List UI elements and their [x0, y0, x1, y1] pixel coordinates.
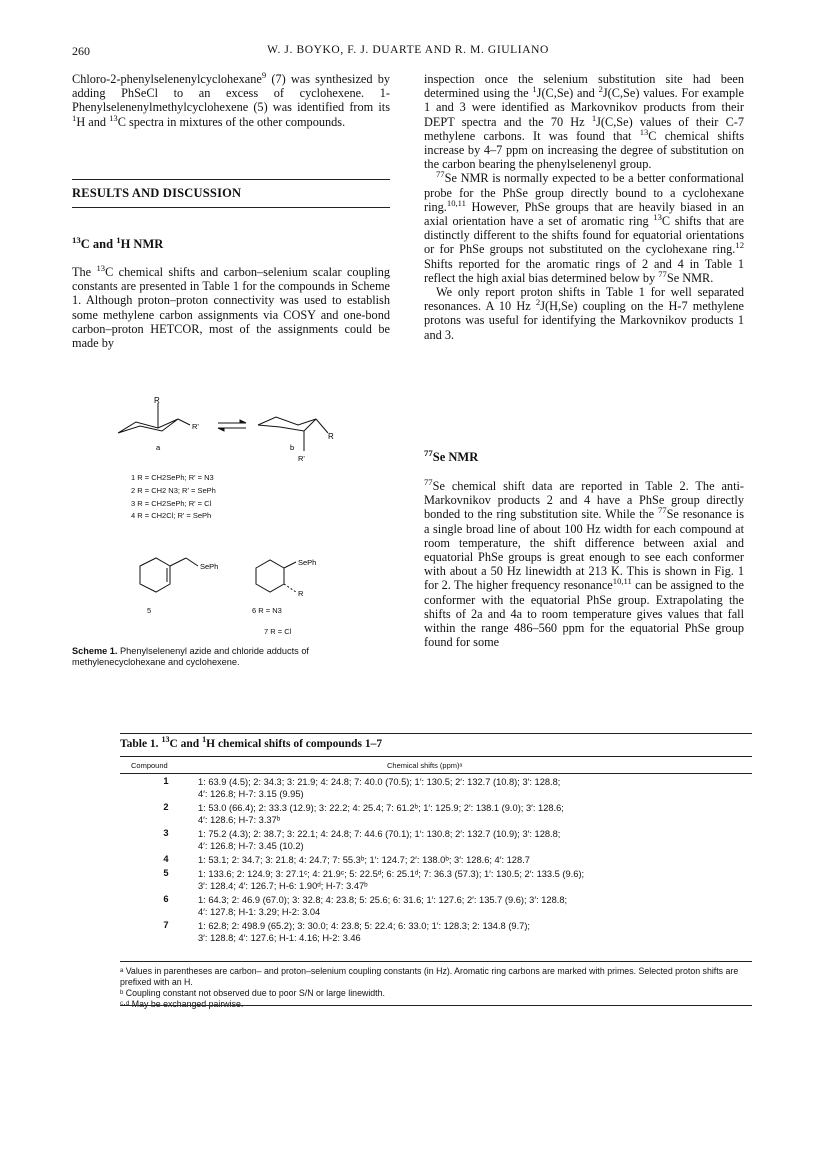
superscript: 13	[653, 211, 662, 222]
compound-number: 7	[163, 920, 169, 930]
sephe-label-6: SePh	[298, 558, 317, 567]
superscript: 13	[109, 112, 118, 123]
compound-number: 1	[163, 776, 169, 786]
footnote-a: ᵃ Values in parentheses are carbon– and proton–selenium coupling constants (in Hz). Aromatic ring carbons are marked with primes. Selected proton shifts are prefixed with an H.	[120, 966, 739, 987]
shift-line: 1: 63.9 (4.5); 2: 34.3; 3: 21.9; 4: 24.8; 7: 40.0 (70.5); 1′: 130.5; 2′: 132.7 (10.8); 3′: 128.8;	[198, 777, 561, 787]
subsection-title-13c-1h: $^{13}$C and $^1$H NMR	[72, 234, 164, 251]
scheme-compound-4: 4 R = CH2Cl; R' = SePh	[131, 511, 212, 521]
superscript: 13	[72, 234, 81, 245]
shift-line: 4′: 126.8; H-7: 3.45 (10.2)	[198, 841, 304, 852]
table-col-shifts: Chemical shifts (ppm)ᵃ	[387, 761, 463, 770]
superscript: 13	[161, 735, 170, 745]
scheme-label-a: a	[156, 443, 161, 452]
table-bottom-rule	[120, 961, 752, 962]
chemical-shifts-cell	[198, 802, 778, 827]
table-head-rule-2	[120, 773, 752, 774]
shift-line: 4′: 128.6; H-7: 3.37ᵇ	[198, 815, 281, 826]
superscript: 1	[591, 112, 597, 123]
chemical-shifts-cell	[198, 894, 778, 919]
table-title: Table 1. $^{13}$C and $^1$H chemical shifts of compounds 1–7	[120, 735, 383, 750]
footnote-b: ᵇ Coupling constant not observed due to poor S/N or large linewidth.	[120, 988, 385, 998]
scheme-label-rprime-b: R'	[298, 454, 305, 463]
superscript: 77	[657, 505, 667, 516]
table-footnotes	[120, 966, 752, 1010]
superscript: 77	[436, 169, 445, 180]
scheme-equilibrium-structures	[100, 395, 360, 470]
equilibrium-arrows	[218, 420, 246, 431]
chemical-shifts-cell	[198, 854, 778, 866]
table-head-rule-1	[120, 756, 752, 757]
scheme-compound-1: 1 R = CH2SePh; R' = N3	[131, 473, 214, 482]
superscript: 77	[424, 476, 433, 487]
scheme-caption-text: Phenylselenenyl azide and chloride adducts of methylenecyclohexane and cyclohexene.	[72, 646, 309, 667]
scheme-compound-3: 3 R = CH2SePh; R' = Cl	[131, 498, 212, 508]
compound-number: 3	[163, 828, 169, 838]
table-top-rule	[120, 733, 752, 734]
cyclohexane-chair-a	[118, 403, 190, 433]
sephe-label-5: SePh	[200, 562, 219, 571]
left-paragraph-2: The $^{13}$C chemical shifts and carbon–selenium scalar coupling constants are presented in Table 1 for the compounds in Scheme 1. Although proton–proton connectivity was used to establish some methylene carbon assignments via COSY and one-bond carbon–proton HETCOR, most of the assignments could be made by	[72, 262, 390, 351]
scheme-compounds-5-7	[120, 548, 360, 620]
scheme-compound-2: 2 R = CH2 N3; R' = SePh	[131, 485, 216, 495]
shift-line: 1: 133.6; 2: 124.9; 3: 27.1ᶜ; 4: 21.9ᶜ; 5: 22.5ᵈ; 6: 25.1ᵈ; 7: 36.3 (57.3); 1′: 130.5; 2′: 133.5 (9.6);	[198, 869, 585, 879]
compound-number: 2	[163, 802, 169, 812]
table-col-compound: Compound	[131, 761, 168, 770]
superscript: 1	[72, 112, 77, 123]
table-end-rule	[120, 1005, 752, 1006]
scheme-caption	[72, 646, 392, 668]
chemical-shifts-cell	[198, 920, 778, 945]
compound-number: 4	[163, 854, 169, 864]
shift-line: 1: 53.1; 2: 34.7; 3: 21.8; 4: 24.7; 7: 55.3ᵇ; 1′: 124.7; 2′: 138.0ᵇ; 3′: 128.6; 4′: 128.7	[198, 855, 530, 865]
shift-line: 4′: 127.8; H-1: 3.29; H-2: 3.04	[198, 907, 321, 918]
superscript: 12	[735, 240, 744, 251]
left-paragraph-1: Chloro-2-phenylselenenylcyclohexane$^9$ (7) was synthesized by adding PhSeCl to an excess of cyclohexene. 1-Phenylselenenylmethylcyclohexene (5) was identified from its $^1$H and $^{13}$C spectra in mixtures of the other compounds.	[72, 69, 390, 129]
superscript: 1	[116, 234, 121, 245]
structure-compound-5	[140, 558, 198, 592]
compound-number: 5	[163, 868, 169, 878]
scheme-label-7: 7 R = Cl	[264, 627, 292, 636]
superscript: 13	[639, 126, 649, 137]
scheme-label-r-6: R	[298, 589, 304, 598]
superscript: 2	[598, 84, 603, 95]
chemical-shifts-cell	[198, 868, 778, 893]
footnote-cd: ᶜ·ᵈ May be exchanged pairwise.	[120, 999, 244, 1009]
section-rule-bottom	[72, 207, 390, 208]
right-paragraph-77se: $^{77}$Se chemical shift data are reported in Table 2. The anti-Markovnikov products 2 and 4 have a PhSe group directly bonded to the ring substitution site. While the $^{77}$Se resonance is a single broad line of about 100 Hz width for each compound at room temperature, the shift difference between axial and equatorial PhSe groups is great enough to see each conformer with about a 50 Hz linewidth at 213 K. This is shown in Fig. 1 for 2. The higher frequency resonance$^{10,11}$ can be assigned to the conformer with the equatorial PhSe group. Extrapolating the shifts of 2a and 4a to room temperature gives values that fall within the range 486–560 ppm for the equatorial PhSe group found for some	[424, 476, 745, 650]
shift-line: 3′: 128.4; 4′: 126.7; H-6: 1.90ᵈ; H-7: 3.47ᵇ	[198, 881, 368, 892]
running-head: W. J. BOYKO, F. J. DUARTE AND R. M. GIULIANO	[267, 44, 549, 56]
scheme-label-rprime-a: R'	[192, 422, 199, 431]
compound-number: 6	[163, 894, 169, 904]
shift-line: 1: 62.8; 2: 498.9 (65.2); 3: 30.0; 4: 23.8; 5: 22.4; 6: 33.0; 1′: 128.3; 2: 134.8 (9.7);	[198, 921, 531, 931]
superscript: 77	[658, 268, 667, 279]
table-body	[120, 776, 760, 962]
scheme-label-5: 5	[147, 606, 152, 615]
section-title: RESULTS AND DISCUSSION	[72, 186, 242, 200]
superscript: 10,11	[612, 576, 632, 587]
right-column-text: inspection once the selenium substitution site had been determined using the $^1$J(C,Se) and $^2$J(C,Se) values. For example 1 and 3 were identified as Markovnikov products from their DEPT spectra and the 70 Hz $^1$J(C,Se) values of their C-7 methylene carbons. It was found that $^{13}$C chemical shifts increase by 4–7 ppm on increasing the degree of substitution on the carbon bearing the phenylselenenyl group. $^{77}$Se NMR is normally expected to be a better conformational probe for the PhSe group directly bound to a cyclohexane ring.$^{10,11}$ However, PhSe groups that are heavily biased in an axial orientation have a set of aromatic ring $^{13}$C shifts that are distinctly different to the shifts found for equatorial orientations or for PhSe groups not substituted on the cyclohexane ring.$^{12}$ Shifts reported for the aromatic rings of 2 and 4 in Table 1 reflect the high axial bias determined below by $^{77}$Se NMR. We only report proton shifts in Table 1 for well separated resonances. A 10 Hz $^2$J(H,Se) coupling on the H-7 methylene protons was useful for identifying the Markovnikov products 1 and 3.	[424, 72, 745, 342]
shift-line: 1: 75.2 (4.3); 2: 38.7; 3: 22.1; 4: 24.8; 7: 44.6 (70.1); 1′: 130.8; 2′: 132.7 (10.9); 3′: 128.8;	[198, 829, 561, 839]
scheme-compound-list	[131, 472, 216, 523]
chemical-shifts-cell	[198, 776, 778, 801]
shift-line: 3′: 128.8; 4′: 127.6; H-1: 4.16; H-2: 3.46	[198, 933, 361, 944]
scheme-label-b: b	[290, 443, 295, 452]
superscript: 10,11	[446, 197, 466, 208]
superscript: 77	[424, 447, 433, 458]
superscript: 1	[202, 735, 207, 745]
shift-line: 1: 64.3; 2: 46.9 (67.0); 3: 32.8; 4: 23.8; 5: 25.6; 6: 31.6; 1′: 127.6; 2′: 135.7 (9.6); 3′: 128.8;	[198, 895, 568, 905]
structure-compound-6-7	[256, 560, 296, 592]
superscript: 2	[535, 297, 541, 308]
page-number: 260	[72, 44, 90, 58]
scheme-caption-label: Scheme 1.	[72, 646, 118, 656]
shift-line: 1: 53.0 (66.4); 2: 33.3 (12.9); 3: 22.2; 4: 25.4; 7: 61.2ᵇ; 1′: 125.9; 2′: 138.1 (9.0); 3′: 128.6;	[198, 803, 564, 813]
scheme-label-r-b: R	[328, 432, 334, 441]
superscript: 1	[532, 84, 537, 95]
chemical-shifts-cell	[198, 828, 778, 853]
scheme-label-6: 6 R = N3	[252, 606, 282, 615]
superscript: 9	[261, 69, 267, 80]
subsection-title-77se: $^{77}$Se NMR	[424, 447, 479, 464]
scheme-label-r-top: R	[154, 396, 160, 405]
section-rule-top	[72, 179, 390, 180]
superscript: 13	[96, 262, 106, 273]
shift-line: 4′: 126.8; H-7: 3.15 (9.95)	[198, 789, 304, 800]
